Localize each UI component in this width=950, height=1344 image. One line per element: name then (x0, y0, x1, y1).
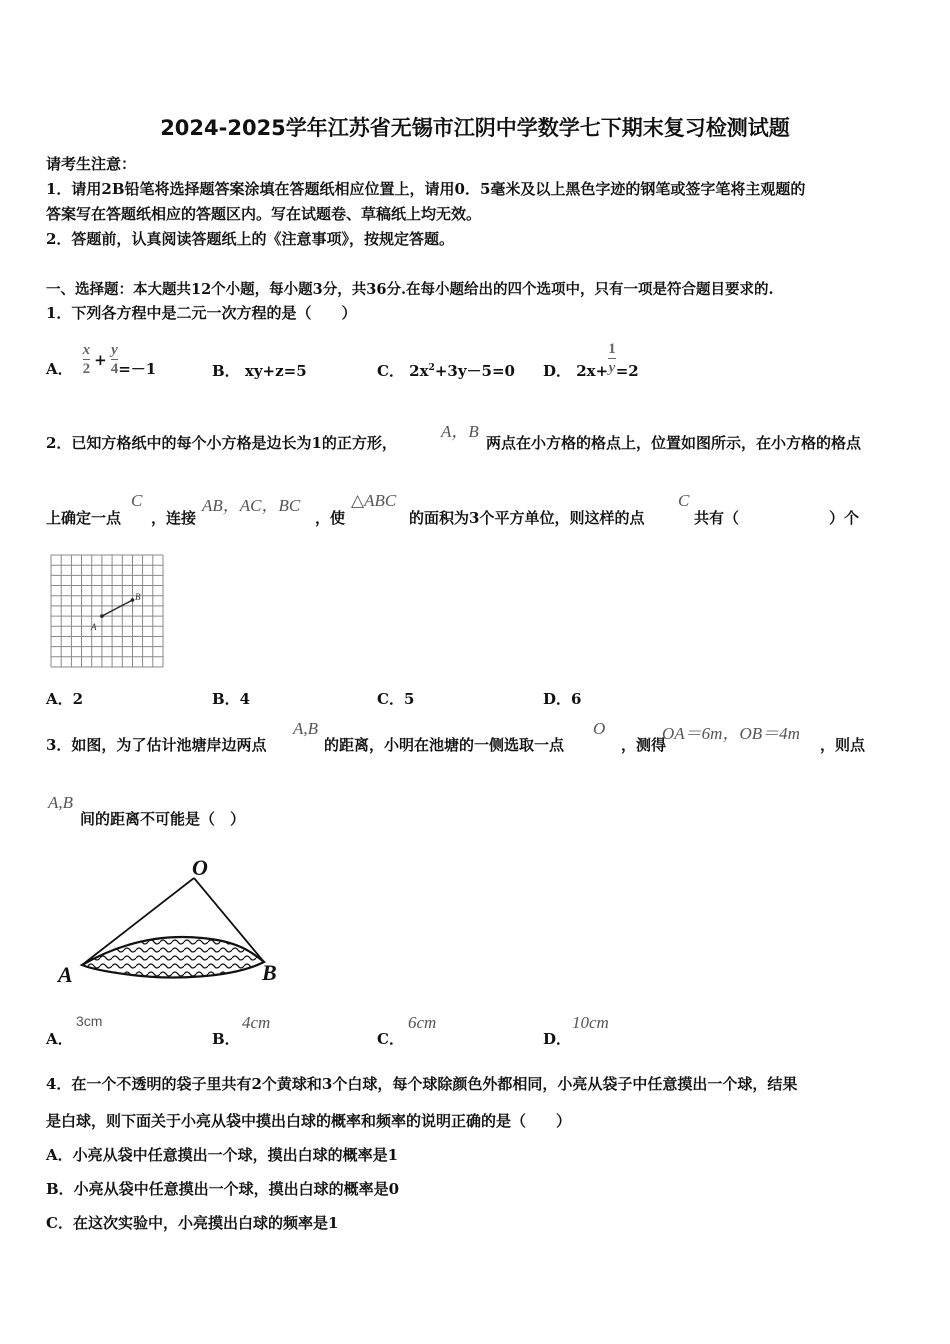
q3-text-5: 间的距离不可能是（ ） (80, 810, 246, 828)
q1-a-num-1: x (82, 341, 91, 358)
q2-point-b (131, 598, 135, 602)
q2-math-triangle: △ABC (351, 491, 397, 510)
q1-option-a-label: A． (46, 360, 73, 378)
q1-option-b: B． xy+z=5 (212, 362, 307, 380)
q3-option-c-value: 6cm (408, 1013, 437, 1032)
q4-stem-line-1: 4．在一个不透明的袋子里共有2个黄球和3个白球，每个球除颜色外都相同，小亮从袋子中任意摸出一个球，结果 (46, 1075, 798, 1093)
q1-c-sup: 2 (428, 363, 435, 373)
q3-pond-figure (52, 850, 287, 990)
notice-heading: 请考生注意： (46, 155, 137, 173)
q3-math-o: O (593, 719, 606, 738)
q2-segment-ab (102, 600, 133, 616)
q1-stem: 1．下列各方程中是二元一次方程的是（ ） (46, 304, 357, 322)
q3-label-b: B (262, 960, 277, 985)
q2-math-segments: AB，AC，BC (202, 496, 301, 515)
q2-text-1: 2．已知方格纸中的每个小方格是边长为1的正方形， (46, 434, 397, 452)
q1-option-a (46, 340, 156, 379)
q1-d-rest: =2 (615, 361, 639, 380)
q1-a-num-2: y (111, 341, 118, 358)
q3-option-d-label: D． (543, 1030, 572, 1048)
notice-line-1b: 答案写在答题纸相应的答题区内。写在试题卷、草稿纸上均无效。 (46, 205, 482, 223)
q1-c-rest: +3y－5=0 (434, 362, 515, 380)
section-heading: 一、选择题：本大题共12个小题，每小题3分，共36分.在每小题给出的四个选项中，只有一项是符合题目要求的. (46, 281, 774, 298)
q2-text-4: ，连接 (151, 509, 197, 527)
q2-option-d: D．6 (543, 690, 582, 708)
q3-math-ab-2: A,B (48, 793, 74, 812)
q3-label-a: A (58, 962, 73, 987)
q3-option-b-value: 4cm (242, 1013, 271, 1032)
q1-a-rest: =－1 (118, 360, 157, 378)
q2-option-a: A．2 (46, 690, 84, 708)
q2-option-c: C．5 (377, 690, 415, 708)
q2-math-c: C (131, 491, 143, 510)
q3-text-2: 的距离，小明在池塘的一侧选取一点 (324, 736, 565, 754)
q2-text-3: 上确定一点 (46, 509, 122, 527)
q1-d-frac (608, 341, 616, 377)
q2-text-5: ，使 (315, 509, 346, 527)
q1-a-den-1: 2 (82, 361, 91, 377)
q2-option-b: B．4 (212, 690, 251, 708)
q3-option-c-label: C． (377, 1030, 404, 1048)
q4-option-a: A．小亮从袋中任意摸出一个球，摸出白球的概率是1 (46, 1146, 399, 1164)
q2-text-7: 共有（ ）个 (694, 509, 860, 527)
q2-grid-label-b: B (135, 592, 141, 602)
notice-line-2: 2．答题前，认真阅读答题纸上的《注意事项》，按规定答题。 (46, 230, 454, 248)
q1-d-num: 1 (608, 340, 616, 357)
q2-grid-figure (46, 550, 168, 672)
q2-text-2: 两点在小方格的格点上，位置如图所示，在小方格的格点 (486, 434, 862, 452)
q3-option-a-label: A． (46, 1030, 73, 1048)
q2-grid-label-a: A (91, 622, 97, 632)
q3-label-o: O (192, 855, 208, 880)
q2-text-6: 的面积为3个平方单位，则这样的点 (409, 509, 645, 527)
q3-text-3: ，测得 (621, 736, 667, 754)
q2-point-a (100, 614, 104, 618)
q1-d-den: y (608, 360, 616, 376)
q3-option-d-value: 10cm (572, 1013, 609, 1032)
q4-option-b: B．小亮从袋中任意摸出一个球，摸出白球的概率是0 (46, 1180, 400, 1198)
q3-math-ab: A,B (293, 719, 319, 738)
q3-option-a-value: 3cm (76, 1013, 103, 1029)
q1-option-d (543, 336, 639, 381)
q2-math-c2: C (678, 491, 690, 510)
q3-text-1: 3．如图，为了估计池塘岸边两点 (46, 736, 267, 754)
q1-a-den-2: 4 (110, 361, 119, 377)
page-title: 2024-2025学年江苏省无锡市江阴中学数学七下期末复习检测试题 (160, 116, 790, 140)
q1-c-label: C． 2x (377, 362, 429, 380)
q2-math-ab: A，B (441, 422, 479, 441)
q1-a-frac-1 (83, 342, 91, 378)
q4-option-c: C．在这次实验中，小亮摸出白球的频率是1 (46, 1214, 339, 1232)
q4-stem-line-2: 是白球，则下面关于小亮从袋中摸出白球的概率和频率的说明正确的是（ ） (46, 1112, 572, 1130)
notice-line-1a: 1．请用2B铅笔将选择题答案涂填在答题纸相应位置上，请用0．5毫米及以上黑色字迹的钢笔或签字笔将主观题的 (46, 180, 806, 198)
q3-option-b-label: B． (212, 1030, 240, 1048)
q1-d-label: D． 2x+ (543, 362, 609, 380)
q1-a-frac-2 (111, 342, 119, 378)
q1-option-c (377, 360, 515, 381)
q1-a-plus: + (94, 350, 107, 369)
q3-text-4: ，则点 (820, 736, 866, 754)
q3-math-lengths: OA＝6m，OB＝4m (662, 724, 800, 743)
